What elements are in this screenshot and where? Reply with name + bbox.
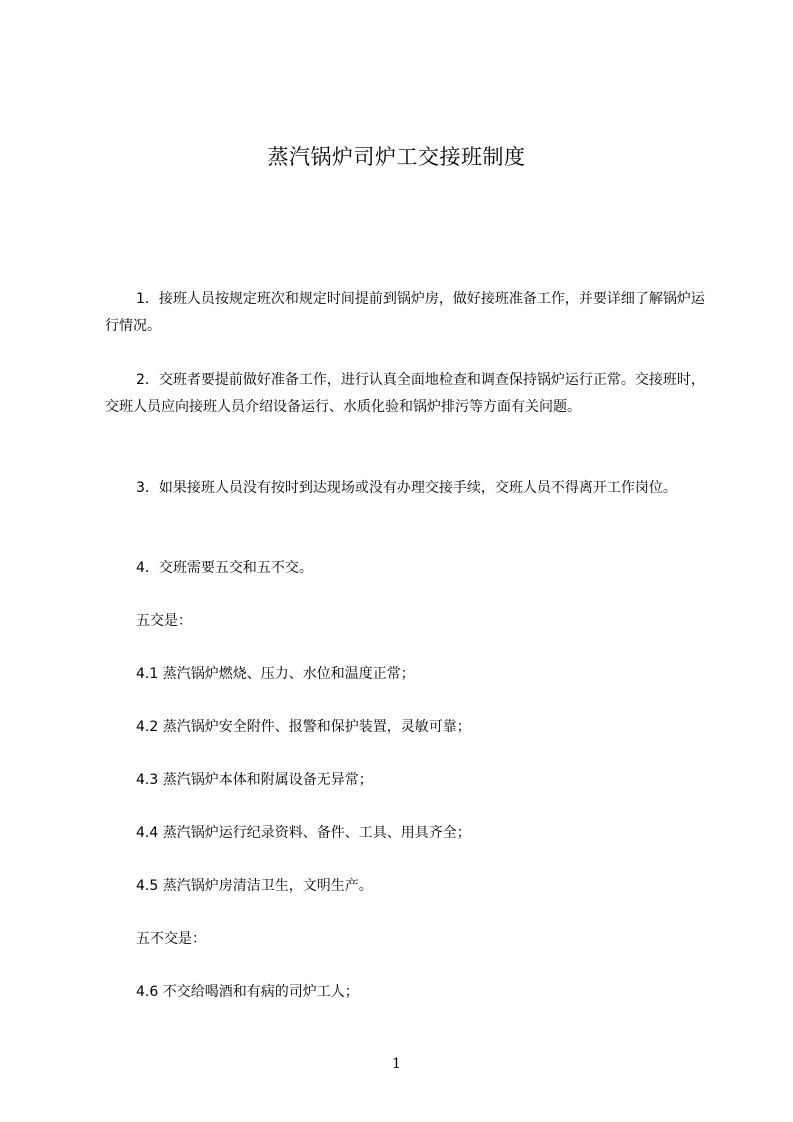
paragraph-1: 1．接班人员按规定班次和规定时间提前到锅炉房，做好接班准备工作，并要详细了解锅炉运行情况。 — [105, 291, 705, 334]
page-number: 1 — [392, 1056, 401, 1072]
section-heading-five-handover: 五交是： — [136, 613, 192, 629]
paragraph-4: 4．交班需要五交和五不交。 — [136, 560, 313, 576]
paragraph-2: 2．交班者要提前做好准备工作，进行认真全面地检查和调查保持锅炉运行正常。交接班时，交班人员应向接班人员介绍设备运行、水质化验和锅炉排污等方面有关问题。 — [105, 372, 705, 415]
list-item-4-6: 4.6 不交给喝酒和有病的司炉工人； — [136, 984, 359, 1000]
document-title: 蒸汽锅炉司炉工交接班制度 — [267, 145, 526, 169]
list-item-4-4: 4.4 蒸汽锅炉运行纪录资料、备件、工具、用具齐全； — [136, 825, 471, 841]
section-heading-five-no-handover: 五不交是： — [136, 931, 206, 947]
paragraph-3: 3．如果接班人员没有按时到达现场或没有办理交接手续，交班人员不得离开工作岗位。 — [136, 480, 677, 496]
list-item-4-1: 4.1 蒸汽锅炉燃烧、压力、水位和温度正常； — [136, 666, 415, 682]
list-item-4-3: 4.3 蒸汽锅炉本体和附属设备无异常； — [136, 772, 373, 788]
list-item-4-2: 4.2 蒸汽锅炉安全附件、报警和保护装置，灵敏可靠； — [136, 719, 471, 735]
list-item-4-5: 4.5 蒸汽锅炉房清洁卫生，文明生产。 — [136, 878, 373, 894]
